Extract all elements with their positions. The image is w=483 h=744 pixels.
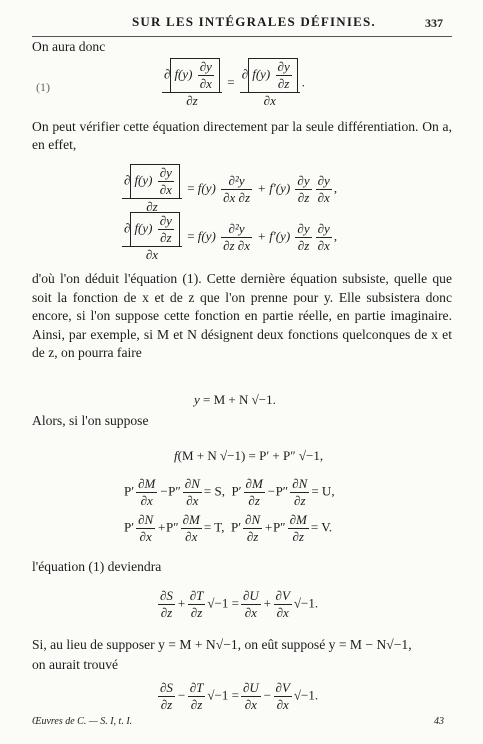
header-rule [32,36,452,37]
page-footer [32,716,452,732]
equation-6: P′ $\frac{\partial N}{\partial x}$ +P″ $\frac{\partial M}{\partial x}$ = T, P′ $\frac{\partial N}{\partial z}$ +P″ $\frac{\partial M}{\partial z}$ = V. [124,512,333,544]
page-number: 337 [425,16,443,30]
equation-2b: ∂ f(y) $\frac{\partial y}{\partial z}$ ∂x = f(y) $\frac{\text{∂²y}}{\partial z \partial x}$ + f′(y) $\frac{\partial y}{\partial z}$ $\frac{\partial y}{\partial x}$ , [124,213,338,262]
intro-line: On aura donc [32,39,106,54]
equation-8: $\frac{\partial S}{\partial z}$ − $\frac{\partial T}{\partial z}$ √−1 = $\frac{\partial U}{\partial x}$ − $\frac{\partial V}{\partial x}$ √−1. [160,680,319,712]
equation-1: ∂ f(y) $\frac{\partial y}{\partial x}$ ∂z = ∂ f(y) $\frac{\partial y}{\partial z}$ ∂x . [164,59,305,108]
equation-2a: ∂ f(y) $\frac{\partial y}{\partial x}$ ∂z = f(y) $\frac{\text{∂²y}}{\partial x \partial z}$ + f′(y) $\frac{\partial y}{\partial z}$ $\frac{\partial y}{\partial x}$ , [124,165,338,214]
running-title: SUR LES INTÉGRALES DÉFINIES. [132,14,376,29]
paragraph-6: Si, au lieu de supposer y = M + N√−1, on eût supposé y = M − N√−1, [32,637,412,652]
paragraph-4: Alors, si l'on suppose [32,413,149,428]
equation-4: f(M + N √−1) = P′ + P″ √−1, [174,448,324,463]
equation-label: (1) [36,80,50,94]
paragraph-2: On peut vérifier cette équation directement par la seule différentiation. On a, en effet, [32,119,452,152]
equation-3: y = M + N √−1. [194,392,276,407]
equation-5: P′ $\frac{\partial M}{\partial x}$ −P″ $\frac{\partial N}{\partial x}$ = S, P′ $\frac{\partial M}{\partial z}$ −P″ $\frac{\partial N}{\partial z}$ = U, [124,476,335,508]
running-header [0,14,483,36]
edition-note: Œuvres de C. — S. I, t. I. [32,716,133,727]
paragraph-3: d'où l'on déduit l'équation (1). Cette dernière équation subsiste, quelle que soit la fonction de x et de z que l'on prenne pour y. Elle subsistera donc encore, si l'on suppose cette fonction en partie réelle, en partie imaginaire. Ainsi, par exemple, si M et N désignent deux fonctions quelconques de x et de z, on pourra faire [32,271,452,360]
paragraph-7: on aurait trouvé [32,657,119,672]
signature-mark: 43 [434,716,444,727]
paragraph-5: l'équation (1) deviendra [32,559,162,574]
equation-7: $\frac{\partial S}{\partial z}$ + $\frac{\partial T}{\partial z}$ √−1 = $\frac{\partial U}{\partial x}$ + $\frac{\partial V}{\partial x}$ √−1. [160,588,319,620]
